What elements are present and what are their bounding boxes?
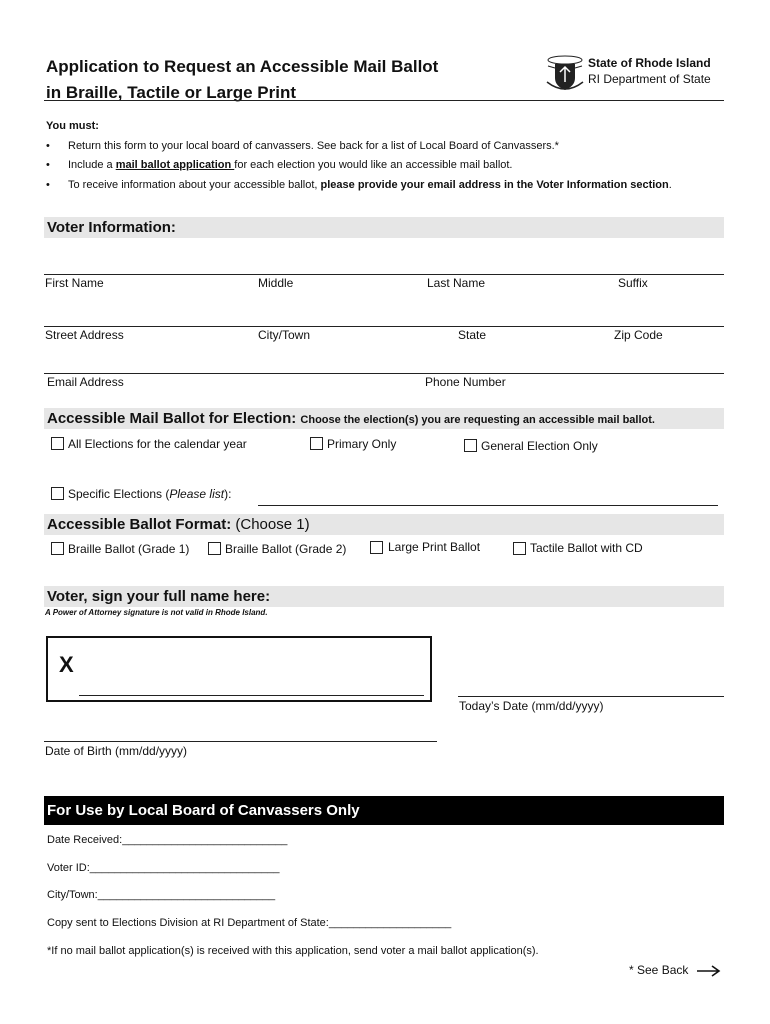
instruction-3-bold: please provide your email address in the Voter Information section xyxy=(320,179,669,191)
office-city-field: City/Town:_____________________________ xyxy=(47,889,276,901)
address-line[interactable] xyxy=(44,326,724,327)
state-seal-icon xyxy=(545,52,585,96)
state-name: State of Rhode Island xyxy=(588,56,711,70)
zip-code-label: Zip Code xyxy=(614,328,663,342)
signature-x-mark: X xyxy=(59,652,74,677)
specific-elections-line[interactable] xyxy=(258,505,718,506)
all-elections-label: All Elections for the calendar year xyxy=(68,437,247,451)
instruction-1: Return this form to your local board of canvassers. See back for a list of Local Board of Canvassers.* xyxy=(68,140,559,152)
form-title xyxy=(46,54,438,106)
instruction-2-post: for each election you would like an accessible mail ballot. xyxy=(234,159,513,171)
todays-date-line[interactable] xyxy=(458,696,724,697)
general-election-label: General Election Only xyxy=(481,439,598,453)
braille-grade1-label: Braille Ballot (Grade 1) xyxy=(68,542,190,556)
signature-heading: Voter, sign your full name here: xyxy=(44,586,724,607)
street-address-label: Street Address xyxy=(45,328,124,342)
city-town-label: City/Town xyxy=(258,328,311,342)
name-line[interactable] xyxy=(44,274,724,275)
footnote: *If no mail ballot application(s) is received with this application, send voter a mail ballot application(s). xyxy=(47,945,539,957)
instruction-3 xyxy=(68,178,672,192)
specific-elections-checkbox[interactable] xyxy=(51,487,64,500)
email-address-label: Email Address xyxy=(47,375,124,389)
instructions-heading: You must: xyxy=(46,120,99,132)
primary-only-checkbox[interactable] xyxy=(310,437,323,450)
office-use-heading: For Use by Local Board of Canvassers Only xyxy=(44,796,724,825)
last-name-label: Last Name xyxy=(427,276,486,290)
arrow-right-icon xyxy=(697,964,721,976)
specific-elections-italic: Please list xyxy=(169,487,225,501)
first-name-label: First Name xyxy=(45,276,104,290)
braille-grade2-label: Braille Ballot (Grade 2) xyxy=(225,542,347,556)
voter-id-field: Voter ID:_______________________________ xyxy=(47,862,280,874)
agency-block xyxy=(588,55,711,87)
primary-only-label: Primary Only xyxy=(327,437,397,451)
braille-grade1-checkbox[interactable] xyxy=(51,542,64,555)
department-name: RI Department of State xyxy=(588,72,711,86)
braille-grade2-checkbox[interactable] xyxy=(208,542,221,555)
bullet-1: • xyxy=(46,140,50,152)
tactile-cd-checkbox[interactable] xyxy=(513,542,526,555)
state-label: State xyxy=(458,328,487,342)
format-heading-paren: (Choose 1) xyxy=(235,516,310,533)
mail-ballot-application-link[interactable]: mail ballot application xyxy=(115,159,235,171)
header-rule xyxy=(44,100,724,101)
large-print-checkbox[interactable] xyxy=(370,541,383,554)
todays-date-label: Today’s Date (mm/dd/yyyy) xyxy=(459,699,604,713)
voter-info-heading: Voter Information: xyxy=(44,217,724,238)
format-heading xyxy=(44,514,724,535)
tactile-cd-label: Tactile Ballot with CD xyxy=(530,541,643,555)
instruction-3-post: . xyxy=(668,179,672,191)
bullet-3: • xyxy=(46,179,50,191)
bullet-2: • xyxy=(46,159,50,171)
see-back-text: * See Back xyxy=(629,963,689,977)
specific-elections-label xyxy=(68,487,231,501)
signature-line xyxy=(79,695,424,696)
instruction-2-pre: Include a xyxy=(68,159,116,171)
large-print-label: Large Print Ballot xyxy=(388,540,481,554)
format-heading-text: Accessible Ballot Format: xyxy=(47,516,232,533)
specific-elections-post: ): xyxy=(224,487,232,501)
dob-label: Date of Birth (mm/dd/yyyy) xyxy=(45,744,188,758)
election-heading-text: Accessible Mail Ballot for Election: xyxy=(47,410,297,427)
signature-box[interactable] xyxy=(46,636,432,702)
general-election-checkbox[interactable] xyxy=(464,439,477,452)
contact-line[interactable] xyxy=(44,373,724,374)
phone-number-label: Phone Number xyxy=(425,375,506,389)
election-heading xyxy=(44,408,724,429)
election-instruction: Choose the election(s) you are requesting an accessible mail ballot. xyxy=(300,414,655,426)
title-line-1: Application to Request an Accessible Mail Ballot xyxy=(46,57,439,76)
power-of-attorney-note: A Power of Attorney signature is not valid in Rhode Island. xyxy=(45,608,268,617)
middle-name-label: Middle xyxy=(258,276,294,290)
copy-sent-field: Copy sent to Elections Division at RI Department of State:____________________ xyxy=(47,917,452,929)
dob-line[interactable] xyxy=(44,741,437,742)
date-received-field: Date Received:___________________________ xyxy=(47,834,288,846)
instruction-3-pre: To receive information about your accessible ballot, xyxy=(68,179,321,191)
all-elections-checkbox[interactable] xyxy=(51,437,64,450)
suffix-label: Suffix xyxy=(618,276,648,290)
title-line-2: in Braille, Tactile or Large Print xyxy=(46,83,297,102)
specific-elections-pre: Specific Elections ( xyxy=(68,487,170,501)
instruction-2 xyxy=(68,158,513,172)
